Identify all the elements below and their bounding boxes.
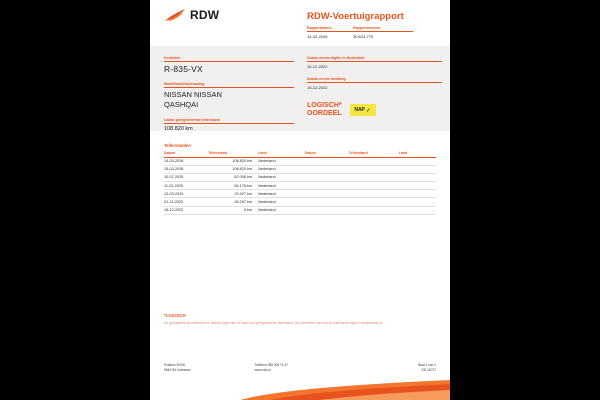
- odometer-table-title: Tellerstanden: [164, 143, 191, 148]
- cell-country: Nederland: [258, 157, 295, 165]
- cell-odometer-2: [349, 206, 399, 214]
- report-title: RDW-Voertuigrapport: [307, 11, 404, 22]
- document-header: [150, 0, 450, 42]
- cell-spacer: [295, 173, 304, 181]
- first-registration-nl-value: 15-12-2022: [307, 64, 328, 69]
- footer-address-line-2: 9640 RA Veendam: [164, 367, 191, 372]
- footer-contact: [255, 363, 346, 372]
- cell-date: 01-11-2023: [164, 198, 208, 206]
- cell-odometer: 26.297 km: [208, 198, 258, 206]
- verdict-block: [307, 102, 376, 118]
- footnote-heading: *LOGISCH: [164, 313, 186, 318]
- footnote-body: De geregistreerde tellerstand is steeds hoger dan de daarvoor geregistreerde tellerstand. Hij vermelden dan ook de tellerstand logisch verklaarbaar is.: [164, 321, 383, 325]
- plate-value: R-835-VX: [164, 64, 203, 74]
- report-number-label: Rapportnummer: [353, 26, 413, 32]
- rdw-logo-text: RDW: [190, 8, 220, 22]
- vehicle-summary-band: [150, 46, 450, 131]
- col-country-1: Land: [258, 151, 295, 157]
- first-registration-nl-label: Datum eerste afgifte in Nederland: [307, 56, 442, 62]
- footer-address-line-1: Postbus 30000: [164, 363, 186, 367]
- first-admission-label: Datum eerste toelating: [307, 77, 442, 83]
- rdw-flame-icon: [164, 8, 186, 22]
- table-row: [164, 165, 436, 173]
- cell-odometer-2: [349, 182, 399, 190]
- vehicle-summary-left: [164, 56, 294, 132]
- cell-date: 14-03-2026: [164, 157, 208, 165]
- cell-odometer: 108.820 km: [208, 165, 258, 173]
- table-row: [164, 182, 436, 190]
- verdict-line-2: OORDEEL: [307, 110, 342, 117]
- odometer-table-section: [150, 143, 450, 215]
- cell-country-2: [399, 157, 436, 165]
- brand-label: Merk/Handelsbenaming: [164, 82, 294, 88]
- cell-country: Nederland: [258, 198, 295, 206]
- plate-label: Kenteken: [164, 56, 294, 62]
- report-meta: [307, 26, 442, 39]
- footer-page-number: Blad 1 van 2: [418, 363, 437, 367]
- cell-date-2: [305, 206, 349, 214]
- check-icon: ✓: [365, 107, 371, 114]
- cell-country-2: [399, 198, 436, 206]
- footer-address: [164, 363, 255, 372]
- table-row: [164, 190, 436, 198]
- cell-odometer: 82.096 km: [208, 173, 258, 181]
- rdw-logo: [164, 8, 219, 22]
- verdict-text: [307, 102, 342, 118]
- cell-date: 11-02-2025: [164, 182, 208, 190]
- cell-country: Nederland: [258, 182, 295, 190]
- cell-date-2: [305, 198, 349, 206]
- table-row: [164, 173, 436, 181]
- cell-spacer: [295, 206, 304, 214]
- nap-badge-text: NAP: [354, 107, 365, 113]
- cell-country: Nederland: [258, 190, 295, 198]
- verdict-line-1: LOGISCH*: [307, 102, 342, 109]
- table-row: [164, 206, 436, 214]
- cell-country-2: [399, 190, 436, 198]
- document-footer: [164, 363, 436, 372]
- cell-date: 10-07-2025: [164, 173, 208, 181]
- odometer-table: [164, 151, 436, 215]
- col-date-1: Datum: [164, 151, 208, 157]
- col-country-2: Land: [399, 151, 436, 157]
- cell-country: Nederland: [258, 206, 295, 214]
- cell-country-2: [399, 165, 436, 173]
- cell-odometer-2: [349, 173, 399, 181]
- cell-date: 15-03-2026: [164, 165, 208, 173]
- cell-odometer-2: [349, 157, 399, 165]
- footer-pagination: [345, 363, 436, 372]
- cell-odometer-2: [349, 198, 399, 206]
- footer-website[interactable]: www.rdw.nl: [254, 367, 271, 372]
- cell-country: Nederland: [258, 173, 295, 181]
- col-odometer-1: Tellerstand: [208, 151, 258, 157]
- nap-badge: [350, 104, 376, 116]
- table-body: [164, 157, 436, 214]
- table-row: [164, 157, 436, 165]
- cell-spacer: [295, 198, 304, 206]
- cell-date-2: [305, 173, 349, 181]
- table-row: [164, 198, 436, 206]
- report-date-label: Rapportdatum: [307, 26, 353, 32]
- cell-country: Nederland: [258, 165, 295, 173]
- cell-date: 15-12-2022: [164, 206, 208, 214]
- cell-date-2: [305, 157, 349, 165]
- cell-date: 12-03-2024: [164, 190, 208, 198]
- cell-odometer-2: [349, 190, 399, 198]
- col-date-2: Datum: [305, 151, 349, 157]
- cell-date-2: [305, 190, 349, 198]
- col-odometer-2: Tellerstand: [349, 151, 399, 157]
- cell-odometer: 108.820 km: [208, 157, 258, 165]
- cell-odometer: 66.176 km: [208, 182, 258, 190]
- cell-odometer-2: [349, 165, 399, 173]
- footer-ribbon-graphic: [150, 380, 450, 400]
- cell-date-2: [305, 165, 349, 173]
- footnote-block: [164, 313, 436, 327]
- brand-value-text: NISSAN NISSAN QASHQAI: [164, 90, 222, 109]
- cell-country-2: [399, 206, 436, 214]
- cell-odometer: 6 km: [208, 206, 258, 214]
- report-number-value: 30.624.779: [353, 34, 374, 39]
- cell-date-2: [305, 182, 349, 190]
- footer-form-code: 2/E-16737: [421, 367, 437, 372]
- cell-spacer: [295, 182, 304, 190]
- cell-odometer: 29.327 km: [208, 190, 258, 198]
- cell-spacer: [295, 190, 304, 198]
- vehicle-summary-right: [307, 56, 442, 98]
- first-admission-value: 15-12-2022: [307, 85, 328, 90]
- document-page: [150, 0, 450, 400]
- cell-country-2: [399, 173, 436, 181]
- odometer-label: Laatst geregistreerde tellerstand: [164, 118, 294, 124]
- report-date-value: 14-03-2026: [307, 34, 328, 39]
- odometer-value: 108.820 km: [164, 126, 193, 132]
- footer-phone: Telefoon 088 008 74 47: [254, 363, 288, 367]
- cell-country-2: [399, 182, 436, 190]
- cell-spacer: [295, 165, 304, 173]
- brand-value: [164, 90, 294, 110]
- cell-spacer: [295, 157, 304, 165]
